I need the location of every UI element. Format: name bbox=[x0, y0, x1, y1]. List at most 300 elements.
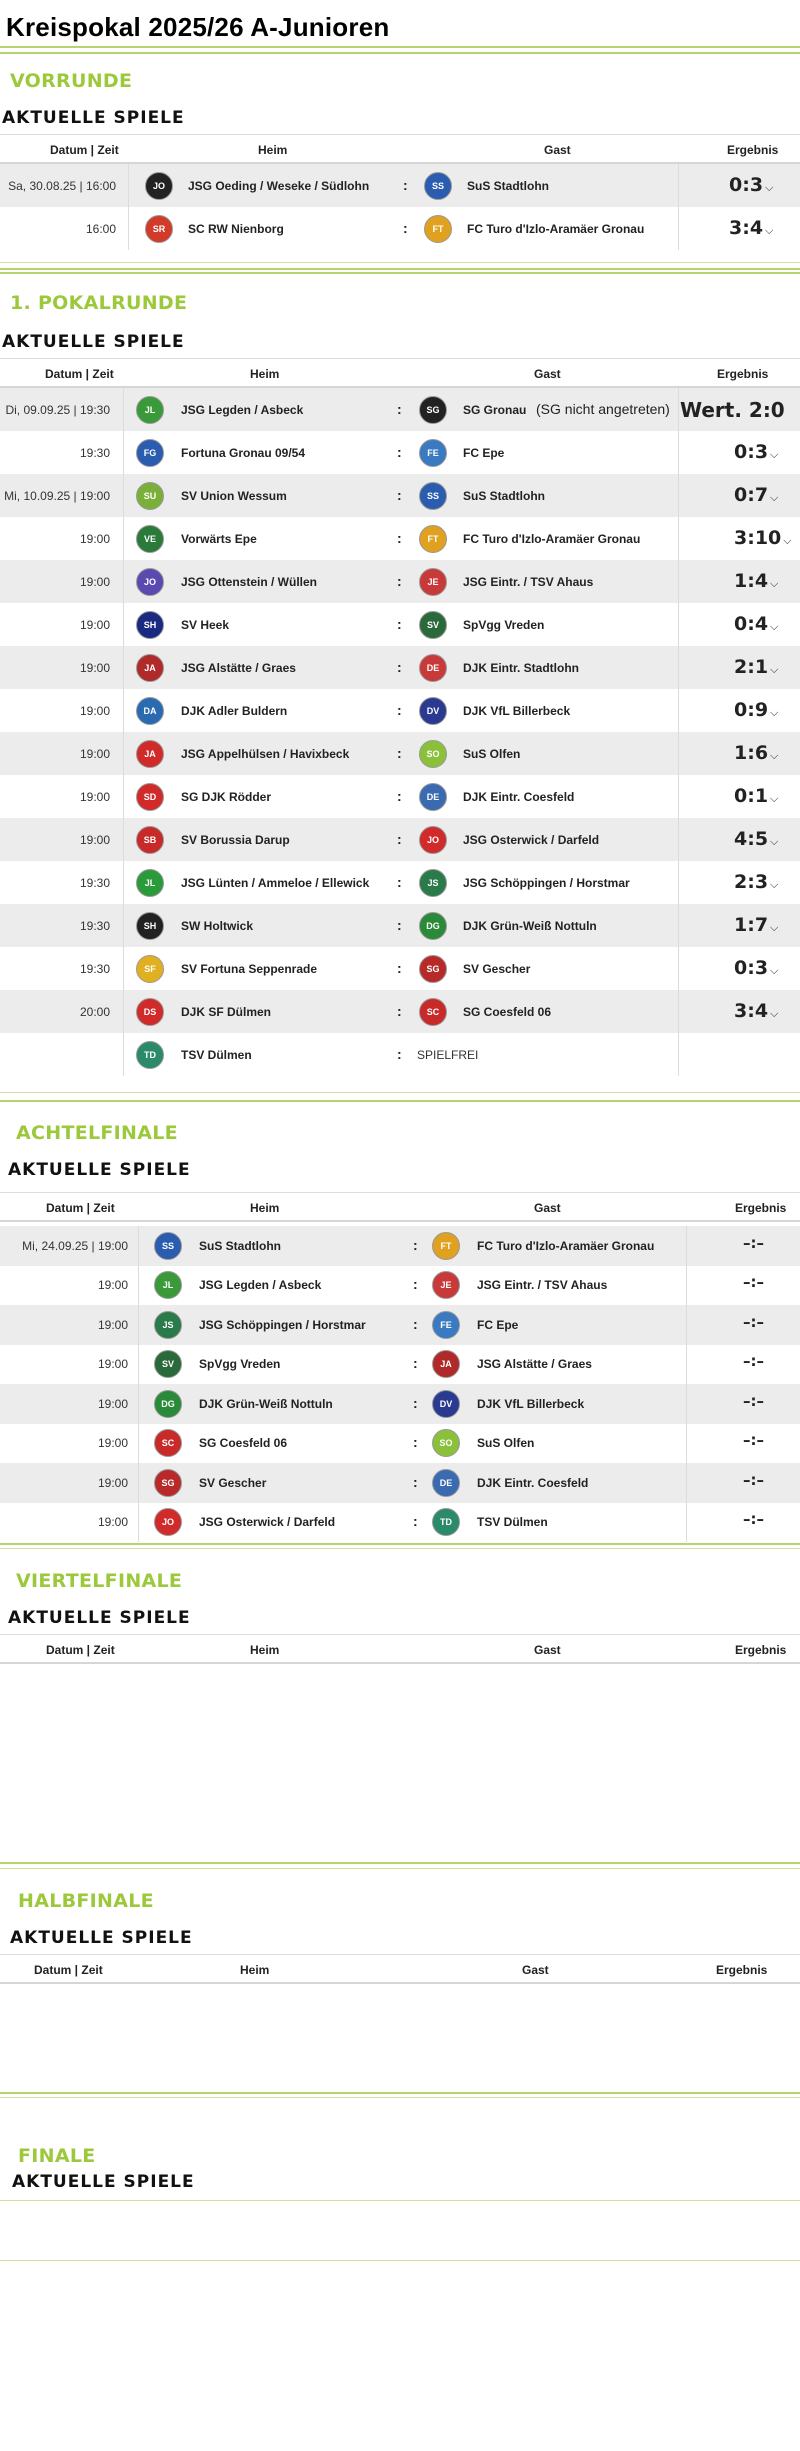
column-divider bbox=[128, 207, 129, 250]
stage-title-viertel: VIERTELFINALE bbox=[16, 1570, 183, 1592]
home-team-logo-icon: JL bbox=[136, 396, 164, 424]
home-team-logo-icon: JL bbox=[136, 869, 164, 897]
score-separator: : bbox=[397, 830, 402, 847]
column-divider bbox=[686, 1463, 687, 1503]
match-date: 19:00 bbox=[79, 617, 110, 632]
match-row[interactable] bbox=[0, 818, 800, 861]
match-result[interactable]: 1:4 ⌵ bbox=[734, 569, 779, 592]
home-team-logo-icon: JO bbox=[154, 1508, 182, 1536]
column-divider bbox=[138, 1266, 139, 1306]
home-team-logo-icon: JL bbox=[154, 1271, 182, 1299]
chevron-down-icon[interactable]: ⌵ bbox=[770, 576, 779, 590]
column-divider bbox=[123, 431, 124, 474]
section-separator bbox=[0, 1092, 800, 1093]
away-team-name[interactable]: DJK VfL Billerbeck bbox=[463, 703, 571, 718]
column-divider bbox=[678, 164, 679, 207]
chevron-down-icon[interactable]: ⌵ bbox=[770, 877, 779, 891]
match-row[interactable] bbox=[0, 431, 800, 474]
match-result[interactable]: Wert. 2:0 bbox=[680, 397, 785, 422]
match-date: 19:00 bbox=[79, 832, 110, 847]
home-team-name[interactable]: JSG Lünten / Ammeloe / Ellewick bbox=[181, 875, 370, 890]
chevron-down-icon[interactable]: ⌵ bbox=[770, 619, 779, 633]
match-date: 19:00 bbox=[97, 1317, 128, 1332]
match-result[interactable]: –:– bbox=[743, 1312, 764, 1331]
section-separator bbox=[0, 1100, 800, 1102]
away-team-name[interactable]: SG Gronau bbox=[463, 402, 527, 417]
column-divider bbox=[138, 1345, 139, 1385]
chevron-down-icon[interactable]: ⌵ bbox=[770, 662, 779, 676]
header-date: Datum | Zeit bbox=[45, 367, 114, 381]
header-home: Heim bbox=[258, 143, 288, 157]
header-home: Heim bbox=[250, 1643, 280, 1657]
home-team-name[interactable]: JSG Alstätte / Graes bbox=[181, 660, 296, 675]
bye-label: SPIELFREI bbox=[417, 1047, 479, 1062]
match-row[interactable] bbox=[0, 560, 800, 603]
away-team-logo-icon: FT bbox=[419, 525, 447, 553]
score-separator: : bbox=[397, 873, 402, 890]
section-separator bbox=[0, 262, 800, 263]
match-result[interactable]: –:– bbox=[743, 1352, 764, 1371]
stage-title-vorrunde: VORRUNDE bbox=[10, 70, 133, 92]
section-separator bbox=[0, 46, 800, 48]
header-date: Datum | Zeit bbox=[50, 143, 119, 157]
match-date: 19:00 bbox=[97, 1515, 128, 1530]
match-result[interactable]: 0:7 ⌵ bbox=[734, 483, 779, 506]
score-separator: : bbox=[397, 959, 402, 976]
column-divider bbox=[678, 732, 679, 775]
home-team-name[interactable]: SG Coesfeld 06 bbox=[199, 1436, 288, 1451]
column-divider bbox=[678, 207, 679, 250]
match-row[interactable] bbox=[0, 1463, 800, 1503]
column-divider bbox=[123, 517, 124, 560]
away-team-name[interactable]: DJK VfL Billerbeck bbox=[477, 1396, 585, 1411]
match-date: 19:00 bbox=[97, 1396, 128, 1411]
home-team-logo-icon: VE bbox=[136, 525, 164, 553]
home-team-name[interactable]: DJK Grün-Weiß Nottuln bbox=[199, 1396, 333, 1411]
column-divider bbox=[678, 818, 679, 861]
match-date: 19:00 bbox=[79, 574, 110, 589]
away-team-name[interactable]: SuS Olfen bbox=[463, 746, 521, 761]
match-row[interactable] bbox=[0, 388, 800, 431]
column-divider bbox=[686, 1266, 687, 1306]
home-team-logo-icon: SS bbox=[154, 1232, 182, 1260]
match-result[interactable]: –:– bbox=[743, 1233, 764, 1252]
match-row[interactable] bbox=[0, 1384, 800, 1424]
score-separator: : bbox=[397, 615, 402, 632]
away-team-logo-icon: SS bbox=[424, 172, 452, 200]
away-team-logo-icon: JE bbox=[432, 1271, 460, 1299]
match-result[interactable]: 4:5 ⌵ bbox=[734, 827, 779, 850]
column-divider bbox=[123, 474, 124, 517]
home-team-name[interactable]: SV Fortuna Seppenrade bbox=[181, 961, 318, 976]
stage-title-finale: FINALE bbox=[18, 2145, 96, 2167]
home-team-name[interactable]: SpVgg Vreden bbox=[199, 1357, 281, 1372]
home-team-logo-icon: JO bbox=[145, 172, 173, 200]
away-team-logo-icon: DE bbox=[419, 783, 447, 811]
chevron-down-icon[interactable]: ⌵ bbox=[770, 1006, 779, 1020]
home-team-logo-icon: JS bbox=[154, 1311, 182, 1339]
current-matches-heading: AKTUELLE SPIELE bbox=[2, 108, 185, 128]
away-team-name[interactable]: JSG Eintr. / TSV Ahaus bbox=[463, 574, 594, 589]
match-result[interactable]: –:– bbox=[743, 1431, 764, 1450]
match-row[interactable] bbox=[0, 1345, 800, 1385]
header-away: Gast bbox=[534, 367, 561, 381]
away-team-name[interactable]: SuS Olfen bbox=[477, 1436, 535, 1451]
away-team-logo-icon: SV bbox=[419, 611, 447, 639]
away-team-logo-icon: JA bbox=[432, 1350, 460, 1378]
away-team-name[interactable]: SV Gescher bbox=[463, 961, 531, 976]
home-team-name[interactable]: SV Gescher bbox=[199, 1475, 267, 1490]
score-separator: : bbox=[397, 400, 402, 417]
column-divider bbox=[678, 1033, 679, 1076]
section-separator bbox=[0, 2260, 800, 2261]
away-team-name[interactable]: SG Coesfeld 06 bbox=[463, 1004, 552, 1019]
column-divider bbox=[138, 1384, 139, 1424]
match-date: 19:00 bbox=[79, 703, 110, 718]
match-date: 19:00 bbox=[79, 660, 110, 675]
home-team-name[interactable]: SW Holtwick bbox=[181, 918, 254, 933]
column-divider bbox=[123, 388, 124, 431]
chevron-down-icon[interactable]: ⌵ bbox=[765, 180, 774, 194]
score-separator: : bbox=[397, 787, 402, 804]
match-result[interactable]: –:– bbox=[743, 1391, 764, 1410]
chevron-down-icon[interactable]: ⌵ bbox=[770, 490, 779, 504]
header-result: Ergebnis bbox=[717, 367, 769, 381]
home-team-name[interactable]: SV Union Wessum bbox=[181, 488, 287, 503]
away-team-logo-icon: SO bbox=[432, 1429, 460, 1457]
home-team-logo-icon: SU bbox=[136, 482, 164, 510]
away-team-name[interactable]: JSG Alstätte / Graes bbox=[477, 1357, 592, 1372]
home-team-name[interactable]: JSG Appelhülsen / Havixbeck bbox=[181, 746, 350, 761]
current-matches-heading: AKTUELLE SPIELE bbox=[8, 1160, 191, 1180]
away-team-logo-icon: DV bbox=[432, 1390, 460, 1418]
home-team-name[interactable]: SV Borussia Darup bbox=[181, 832, 290, 847]
header-away: Gast bbox=[544, 143, 571, 157]
away-team-name[interactable]: JSG Schöppingen / Horstmar bbox=[463, 875, 630, 890]
home-team-logo-icon: SB bbox=[136, 826, 164, 854]
home-team-name[interactable]: JSG Legden / Asbeck bbox=[199, 1278, 322, 1293]
away-team-name[interactable]: DJK Grün-Weiß Nottuln bbox=[463, 918, 597, 933]
match-date: 19:00 bbox=[97, 1436, 128, 1451]
match-row[interactable] bbox=[0, 603, 800, 646]
column-divider bbox=[123, 990, 124, 1033]
column-divider bbox=[123, 947, 124, 990]
match-result[interactable]: –:– bbox=[743, 1470, 764, 1489]
match-row[interactable] bbox=[0, 732, 800, 775]
current-matches-heading: AKTUELLE SPIELE bbox=[10, 1928, 193, 1948]
score-separator: : bbox=[397, 1045, 402, 1062]
away-team-logo-icon: SC bbox=[419, 998, 447, 1026]
column-divider bbox=[123, 560, 124, 603]
match-result[interactable]: 0:3 ⌵ bbox=[734, 440, 779, 463]
column-divider bbox=[678, 603, 679, 646]
section-separator bbox=[0, 2092, 800, 2094]
home-team-logo-icon: FG bbox=[136, 439, 164, 467]
home-team-logo-icon: SH bbox=[136, 912, 164, 940]
home-team-name[interactable]: TSV Dülmen bbox=[181, 1047, 252, 1062]
stage-title-runde1: 1. POKALRUNDE bbox=[10, 292, 188, 314]
column-divider bbox=[123, 861, 124, 904]
home-team-logo-icon: SV bbox=[154, 1350, 182, 1378]
match-result[interactable]: 0:1 ⌵ bbox=[734, 784, 779, 807]
header-away: Gast bbox=[522, 1963, 549, 1977]
match-result[interactable]: –:– bbox=[743, 1510, 764, 1529]
column-divider bbox=[123, 646, 124, 689]
match-date: 19:30 bbox=[79, 445, 110, 460]
column-divider bbox=[686, 1384, 687, 1424]
match-result[interactable]: 3:10 ⌵ bbox=[734, 526, 792, 549]
score-separator: : bbox=[397, 916, 402, 933]
chevron-down-icon[interactable]: ⌵ bbox=[770, 748, 779, 762]
score-separator: : bbox=[413, 1315, 418, 1332]
current-matches-heading: AKTUELLE SPIELE bbox=[2, 332, 185, 352]
match-date: Sa, 30.08.25 | 16:00 bbox=[8, 178, 116, 193]
match-row[interactable] bbox=[0, 517, 800, 560]
column-divider bbox=[678, 947, 679, 990]
score-separator: : bbox=[397, 658, 402, 675]
away-team-name[interactable]: FC Epe bbox=[477, 1317, 519, 1332]
match-row[interactable] bbox=[0, 1266, 800, 1306]
table-header bbox=[0, 1192, 800, 1222]
home-team-logo-icon: SD bbox=[136, 783, 164, 811]
away-team-name[interactable]: FC Turo d'Izlo-Aramäer Gronau bbox=[477, 1238, 655, 1253]
column-divider bbox=[138, 1463, 139, 1503]
table-header bbox=[0, 134, 800, 164]
away-team-logo-icon: FT bbox=[432, 1232, 460, 1260]
chevron-down-icon[interactable]: ⌵ bbox=[770, 791, 779, 805]
score-separator: : bbox=[413, 1236, 418, 1253]
section-separator bbox=[0, 272, 800, 274]
away-team-logo-icon: SG bbox=[419, 955, 447, 983]
column-divider bbox=[686, 1503, 687, 1543]
home-team-name[interactable]: SuS Stadtlohn bbox=[199, 1238, 281, 1253]
match-row[interactable] bbox=[0, 646, 800, 689]
section-separator bbox=[0, 52, 800, 54]
column-divider bbox=[123, 1033, 124, 1076]
match-row[interactable] bbox=[0, 904, 800, 947]
column-divider bbox=[678, 689, 679, 732]
column-divider bbox=[678, 775, 679, 818]
header-date: Datum | Zeit bbox=[34, 1963, 103, 1977]
away-team-logo-icon: JS bbox=[419, 869, 447, 897]
match-result[interactable]: –:– bbox=[743, 1273, 764, 1292]
home-team-logo-icon: DG bbox=[154, 1390, 182, 1418]
home-team-name[interactable]: JSG Schöppingen / Horstmar bbox=[199, 1317, 366, 1332]
section-separator bbox=[0, 2097, 800, 2098]
score-separator: : bbox=[413, 1355, 418, 1372]
match-row[interactable] bbox=[0, 474, 800, 517]
match-date: 19:00 bbox=[97, 1357, 128, 1372]
column-divider bbox=[123, 732, 124, 775]
section-separator bbox=[0, 268, 800, 270]
current-matches-heading: AKTUELLE SPIELE bbox=[8, 1608, 191, 1628]
match-row[interactable] bbox=[0, 164, 800, 207]
away-team-logo-icon: TD bbox=[432, 1508, 460, 1536]
column-divider bbox=[686, 1305, 687, 1345]
match-row[interactable] bbox=[0, 990, 800, 1033]
match-row[interactable] bbox=[0, 689, 800, 732]
score-separator: : bbox=[397, 744, 402, 761]
home-team-name[interactable]: SV Heek bbox=[181, 617, 230, 632]
table-header bbox=[0, 358, 800, 388]
away-team-name[interactable]: SpVgg Vreden bbox=[463, 617, 545, 632]
column-divider bbox=[123, 904, 124, 947]
match-date: 20:00 bbox=[79, 1004, 110, 1019]
match-result[interactable]: 0:3 ⌵ bbox=[729, 173, 774, 196]
header-date: Datum | Zeit bbox=[46, 1201, 115, 1215]
match-result[interactable]: 2:3 ⌵ bbox=[734, 870, 779, 893]
score-separator: : bbox=[413, 1473, 418, 1490]
column-divider bbox=[128, 164, 129, 207]
home-team-name[interactable]: DJK SF Dülmen bbox=[181, 1004, 272, 1019]
column-divider bbox=[138, 1226, 139, 1266]
column-divider bbox=[678, 388, 679, 431]
home-team-logo-icon: DA bbox=[136, 697, 164, 725]
match-result[interactable]: 0:3 ⌵ bbox=[734, 956, 779, 979]
chevron-down-icon[interactable]: ⌵ bbox=[770, 920, 779, 934]
home-team-name[interactable]: DJK Adler Buldern bbox=[181, 703, 288, 718]
section-separator bbox=[0, 1862, 800, 1864]
chevron-down-icon[interactable]: ⌵ bbox=[783, 533, 792, 547]
column-divider bbox=[123, 818, 124, 861]
match-date: 16:00 bbox=[85, 221, 116, 236]
header-away: Gast bbox=[534, 1643, 561, 1657]
home-team-logo-icon: SC bbox=[154, 1429, 182, 1457]
score-separator: : bbox=[397, 572, 402, 589]
score-separator: : bbox=[403, 176, 408, 193]
match-row[interactable] bbox=[0, 1226, 800, 1266]
score-separator: : bbox=[397, 701, 402, 718]
match-result[interactable]: 3:4 ⌵ bbox=[729, 216, 774, 239]
match-row[interactable] bbox=[0, 1503, 800, 1543]
home-team-name[interactable]: JSG Oeding / Weseke / Südlohn bbox=[188, 178, 370, 193]
column-divider bbox=[678, 517, 679, 560]
match-date: 19:00 bbox=[97, 1278, 128, 1293]
page-title: Kreispokal 2025/26 A-Junioren bbox=[6, 12, 390, 42]
match-row[interactable] bbox=[0, 1424, 800, 1464]
score-separator: : bbox=[397, 486, 402, 503]
match-result[interactable]: 1:7 ⌵ bbox=[734, 913, 779, 936]
stage-title-halb: HALBFINALE bbox=[18, 1890, 154, 1912]
table-header-line bbox=[0, 2200, 800, 2201]
column-divider bbox=[686, 1424, 687, 1464]
away-team-logo-icon: FE bbox=[432, 1311, 460, 1339]
header-home: Heim bbox=[240, 1963, 270, 1977]
stage-title-achtel: ACHTELFINALE bbox=[16, 1122, 178, 1144]
column-divider bbox=[678, 990, 679, 1033]
match-date: 19:00 bbox=[79, 531, 110, 546]
away-team-name[interactable]: FC Epe bbox=[463, 445, 505, 460]
score-separator: : bbox=[413, 1394, 418, 1411]
home-team-name[interactable]: JSG Ottenstein / Wüllen bbox=[181, 574, 318, 589]
away-team-logo-icon: DE bbox=[432, 1469, 460, 1497]
score-separator: : bbox=[413, 1434, 418, 1451]
away-team-name[interactable]: DJK Eintr. Coesfeld bbox=[477, 1475, 589, 1490]
match-note: (SG nicht angetreten) bbox=[536, 400, 670, 417]
home-team-logo-icon: TD bbox=[136, 1041, 164, 1069]
column-divider bbox=[138, 1424, 139, 1464]
match-date: Mi, 10.09.25 | 19:00 bbox=[4, 488, 110, 503]
header-away: Gast bbox=[534, 1201, 561, 1215]
home-team-logo-icon: DS bbox=[136, 998, 164, 1026]
match-date: 19:00 bbox=[79, 746, 110, 761]
match-result[interactable]: 0:4 ⌵ bbox=[734, 612, 779, 635]
column-divider bbox=[686, 1226, 687, 1266]
home-team-name[interactable]: Fortuna Gronau 09/54 bbox=[181, 445, 306, 460]
away-team-name[interactable]: DJK Eintr. Stadtlohn bbox=[463, 660, 580, 675]
away-team-name[interactable]: TSV Dülmen bbox=[477, 1515, 548, 1530]
home-team-name[interactable]: SC RW Nienborg bbox=[188, 221, 284, 236]
chevron-down-icon[interactable]: ⌵ bbox=[770, 963, 779, 977]
chevron-down-icon[interactable]: ⌵ bbox=[770, 447, 779, 461]
header-home: Heim bbox=[250, 367, 280, 381]
column-divider bbox=[123, 689, 124, 732]
section-separator bbox=[0, 1868, 800, 1869]
score-separator: : bbox=[397, 529, 402, 546]
column-divider bbox=[686, 1345, 687, 1385]
away-team-logo-icon: SG bbox=[419, 396, 447, 424]
match-row[interactable] bbox=[0, 1033, 800, 1076]
away-team-name[interactable]: SuS Stadtlohn bbox=[467, 178, 549, 193]
match-result[interactable]: 1:6 ⌵ bbox=[734, 741, 779, 764]
column-divider bbox=[678, 474, 679, 517]
away-team-name[interactable]: FC Turo d'Izlo-Aramäer Gronau bbox=[467, 221, 645, 236]
away-team-logo-icon: DE bbox=[419, 654, 447, 682]
away-team-logo-icon: JE bbox=[419, 568, 447, 596]
away-team-name[interactable]: JSG Eintr. / TSV Ahaus bbox=[477, 1278, 608, 1293]
away-team-name[interactable]: SuS Stadtlohn bbox=[463, 488, 545, 503]
match-result[interactable]: 0:9 ⌵ bbox=[734, 698, 779, 721]
section-separator bbox=[0, 1548, 800, 1549]
home-team-name[interactable]: JSG Legden / Asbeck bbox=[181, 402, 304, 417]
current-matches-heading: AKTUELLE SPIELE bbox=[12, 2172, 195, 2192]
match-result[interactable]: 3:4 ⌵ bbox=[734, 999, 779, 1022]
away-team-name[interactable]: FC Turo d'Izlo-Aramäer Gronau bbox=[463, 531, 641, 546]
away-team-name[interactable]: DJK Eintr. Coesfeld bbox=[463, 789, 575, 804]
match-row[interactable] bbox=[0, 775, 800, 818]
column-divider bbox=[123, 603, 124, 646]
home-team-name[interactable]: Vorwärts Epe bbox=[181, 531, 257, 546]
home-team-name[interactable]: JSG Osterwick / Darfeld bbox=[199, 1515, 336, 1530]
match-row[interactable] bbox=[0, 207, 800, 250]
header-result: Ergebnis bbox=[716, 1963, 768, 1977]
chevron-down-icon[interactable]: ⌵ bbox=[770, 705, 779, 719]
table-header bbox=[0, 1954, 800, 1984]
match-result[interactable]: 2:1 ⌵ bbox=[734, 655, 779, 678]
away-team-name[interactable]: JSG Osterwick / Darfeld bbox=[463, 832, 600, 847]
home-team-name[interactable]: SG DJK Rödder bbox=[181, 789, 272, 804]
score-separator: : bbox=[397, 1002, 402, 1019]
chevron-down-icon[interactable]: ⌵ bbox=[765, 223, 774, 237]
match-row[interactable] bbox=[0, 947, 800, 990]
home-team-logo-icon: SF bbox=[136, 955, 164, 983]
column-divider bbox=[678, 646, 679, 689]
header-home: Heim bbox=[250, 1201, 280, 1215]
column-divider bbox=[678, 861, 679, 904]
column-divider bbox=[678, 431, 679, 474]
column-divider bbox=[678, 904, 679, 947]
home-team-logo-icon: JA bbox=[136, 740, 164, 768]
home-team-logo-icon: SR bbox=[145, 215, 173, 243]
table-header bbox=[0, 1634, 800, 1664]
match-row[interactable] bbox=[0, 1305, 800, 1345]
away-team-logo-icon: JO bbox=[419, 826, 447, 854]
away-team-logo-icon: SO bbox=[419, 740, 447, 768]
home-team-logo-icon: SH bbox=[136, 611, 164, 639]
section-separator bbox=[0, 1543, 800, 1545]
chevron-down-icon[interactable]: ⌵ bbox=[770, 834, 779, 848]
match-row[interactable] bbox=[0, 861, 800, 904]
